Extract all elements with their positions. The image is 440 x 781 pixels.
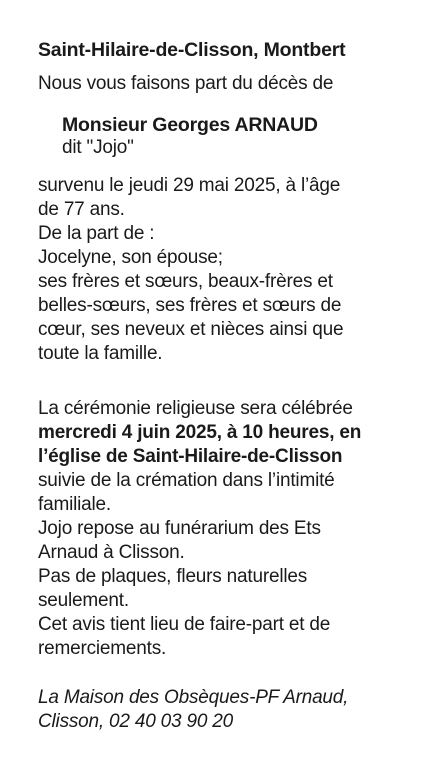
notice-location-title: Saint-Hilaire-de-Clisson, Montbert <box>38 39 346 61</box>
funeral-home-contact: Clisson, 02 40 03 90 20 <box>38 711 234 732</box>
ceremony-line: Jojo repose au funérarium des Ets <box>38 518 321 539</box>
ceremony-line: Cet avis tient lieu de faire-part et de <box>38 614 331 635</box>
family-line: belles-sœurs, ses frères et sœurs de <box>38 295 342 316</box>
ceremony-line: Arnaud à Clisson. <box>38 542 185 563</box>
ceremony-intro: La cérémonie religieuse sera célébrée <box>38 398 353 419</box>
ceremony-line: remerciements. <box>38 638 167 659</box>
family-line: de 77 ans. <box>38 199 125 220</box>
ceremony-line: Pas de plaques, fleurs naturelles <box>38 566 308 587</box>
notice-intro: Nous vous faisons part du décès de <box>38 73 334 94</box>
deceased-name: Monsieur Georges ARNAUD <box>62 114 318 136</box>
ceremony-line: suivie de la crémation dans l’intimité <box>38 470 335 491</box>
deceased-alias: dit "Jojo" <box>62 137 134 158</box>
funeral-home-name: La Maison des Obsèques-PF Arnaud, <box>38 687 349 708</box>
ceremony-line: seulement. <box>38 590 129 611</box>
ceremony-place: l’église de Saint-Hilaire-de-Clisson <box>38 446 343 467</box>
ceremony-date: mercredi 4 juin 2025, à 10 heures, en <box>38 422 362 443</box>
family-line: Jocelyne, son épouse; <box>38 247 223 268</box>
family-line: De la part de : <box>38 223 155 244</box>
family-line: cœur, ses neveux et nièces ainsi que <box>38 319 344 340</box>
ceremony-line: familiale. <box>38 494 111 515</box>
family-line: survenu le jeudi 29 mai 2025, à l’âge <box>38 175 341 196</box>
family-line: toute la famille. <box>38 343 163 364</box>
family-line: ses frères et sœurs, beaux-frères et <box>38 271 333 292</box>
